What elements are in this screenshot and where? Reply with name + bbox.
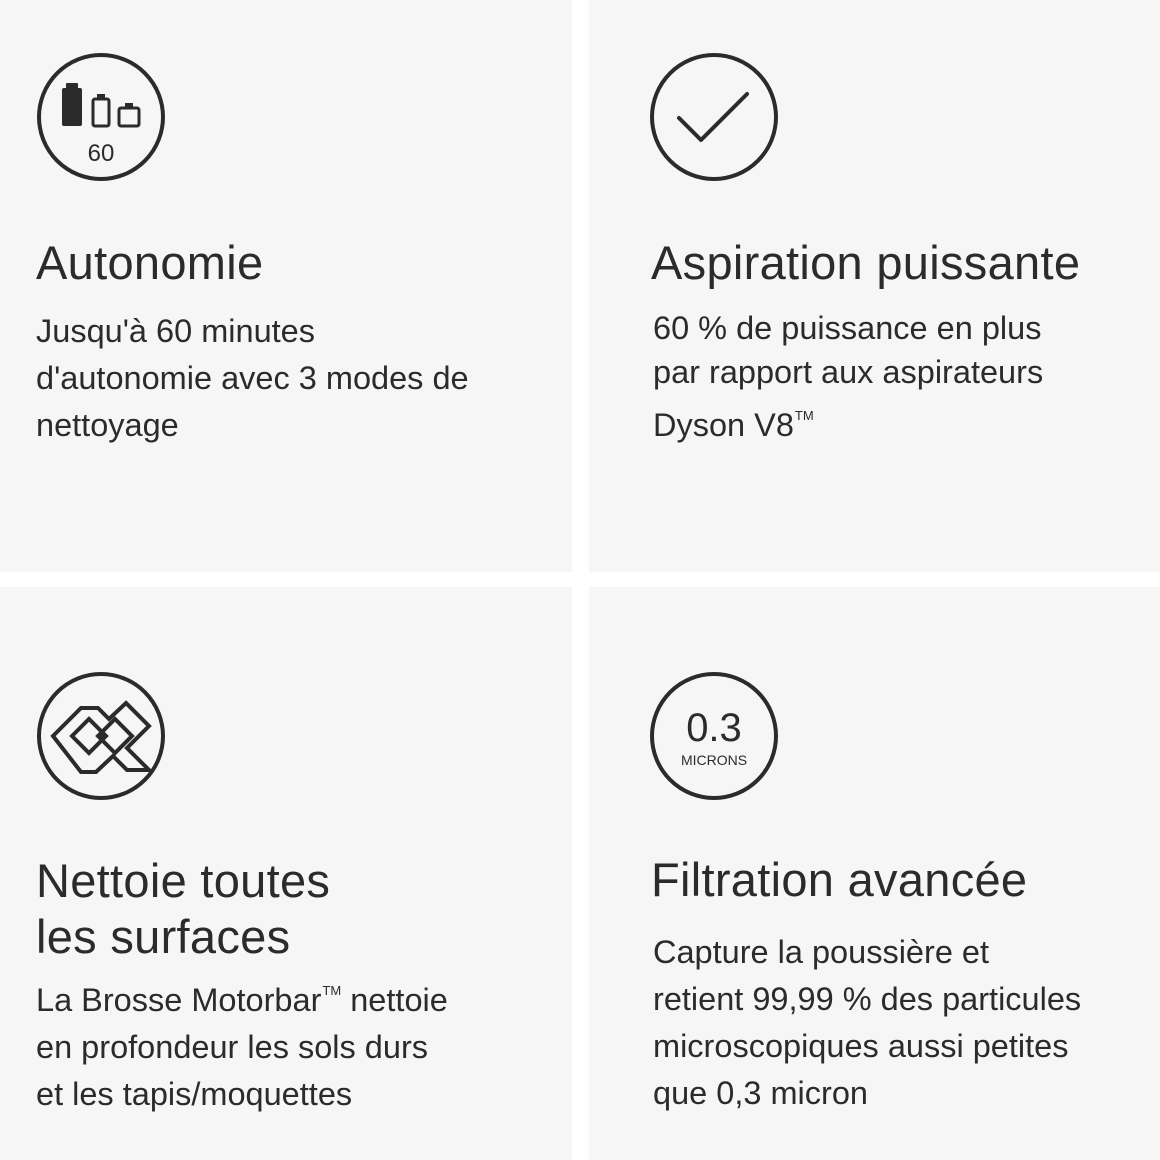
title-line: Nettoie toutes (36, 854, 331, 907)
description-fragment: nettoie (341, 982, 448, 1018)
description-line: Capture la poussière et (653, 934, 990, 970)
description-line: en profondeur les sols durs (36, 1029, 429, 1065)
description-line: et les tapis/moquettes (36, 1076, 353, 1112)
description-line: que 0,3 micron (653, 1075, 868, 1111)
checkmark-icon (649, 52, 779, 182)
micron-unit: MICRONS (680, 752, 748, 768)
feature-card-filtration (589, 587, 1160, 1160)
feature-title: Aspiration puissante (651, 236, 1081, 289)
feature-description (36, 967, 448, 1118)
feature-title: Autonomie (36, 236, 264, 289)
battery-runtime-label: 60 (87, 140, 115, 167)
description-line (653, 394, 1043, 447)
brush-name: La Brosse Motorbar (36, 982, 322, 1018)
feature-card-autonomy (0, 0, 572, 572)
multi-surface-icon (36, 671, 166, 801)
feature-description (36, 308, 469, 449)
micron-value: 0.3 (686, 706, 742, 750)
description-line: retient 99,99 % des particules (653, 981, 1082, 1017)
feature-title: Filtration avancée (651, 853, 1028, 906)
description-line (36, 967, 448, 1024)
microns-filter-icon (649, 671, 779, 801)
feature-card-suction (589, 0, 1160, 572)
description-line: d'autonomie avec 3 modes de (36, 360, 469, 396)
battery-runtime-icon (36, 52, 166, 182)
description-line: nettoyage (36, 407, 179, 443)
feature-description (653, 306, 1043, 447)
description-line: microscopiques aussi petites (653, 1028, 1069, 1064)
trademark-symbol: TM (322, 983, 342, 998)
description-line: Jusqu'à 60 minutes (36, 313, 316, 349)
product-name: Dyson V8 (653, 407, 794, 443)
description-line: 60 % de puissance en plus (653, 310, 1042, 346)
feature-card-surfaces (0, 587, 572, 1160)
title-line: les surfaces (36, 910, 291, 963)
description-line: par rapport aux aspirateurs (653, 354, 1044, 390)
trademark-symbol: TM (794, 408, 814, 423)
feature-description (653, 929, 1081, 1117)
feature-title (36, 853, 330, 965)
